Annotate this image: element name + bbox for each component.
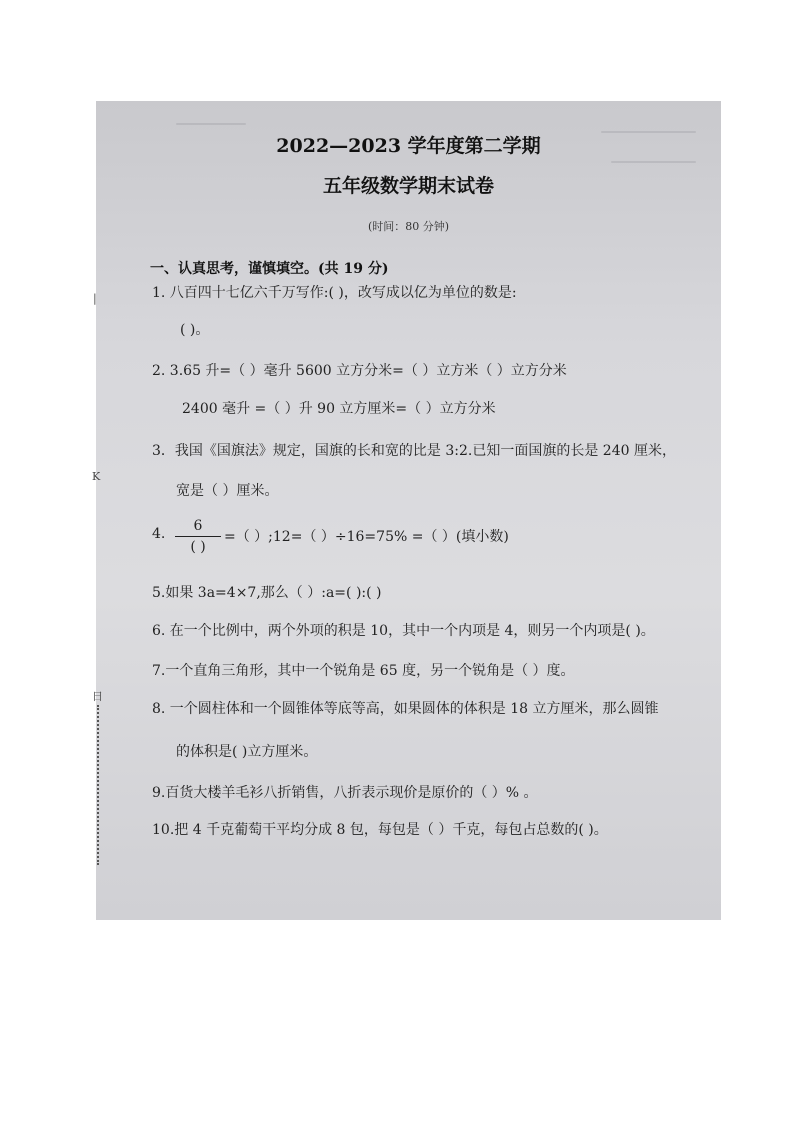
question-4-rest: =（ ）;12=（ ）÷16=75% =（ ）(填小数) bbox=[224, 529, 509, 545]
question-3-line-1: 3．我国《国旗法》规定，国旗的长和宽的比是 3:2.已知一面国旗的长是 240 厘米， bbox=[152, 443, 676, 459]
exam-time: (时间：80 分钟) bbox=[367, 220, 450, 233]
question-6: 6. 在一个比例中，两个外项的积是 10，其中一个内项是 4，则另一个内项是( )。 bbox=[152, 623, 655, 639]
exam-subtitle: 五年级数学期末试卷 bbox=[322, 175, 494, 197]
section-heading: 一、认真思考，谨慎填空。(共 19 分) bbox=[150, 261, 389, 277]
question-10: 10.把 4 千克葡萄干平均分成 8 包，每包是（ ）千克，每包占总数的( )。 bbox=[152, 822, 608, 838]
question-5: 5.如果 3a=4×7,那么（ ）:a=( ):( ) bbox=[152, 585, 382, 601]
question-8-line-2: 的体积是( )立方厘米。 bbox=[176, 744, 318, 760]
margin-mark: | bbox=[93, 292, 97, 305]
question-1-line-2: ( )。 bbox=[180, 322, 210, 338]
margin-mark: 日 bbox=[92, 690, 103, 703]
question-4-fraction bbox=[175, 517, 221, 555]
question-3-line-2: 宽是（ ）厘米。 bbox=[176, 483, 279, 499]
question-1-line-1: 1. 八百四十七亿六千万写作:( )，改写成以亿为单位的数是: bbox=[152, 285, 517, 301]
fraction-numerator: 6 bbox=[193, 518, 203, 534]
question-2-line-2: 2400 毫升 =（ ）升 90 立方厘米=（ ）立方分米 bbox=[182, 401, 496, 417]
question-7: 7.一个直角三角形，其中一个锐角是 65 度，另一个锐角是（ ）度。 bbox=[152, 663, 575, 679]
fraction-bar bbox=[175, 536, 221, 537]
exam-photo bbox=[96, 101, 721, 920]
question-2-line-1: 2. 3.65 升=（ ）毫升 5600 立方分米=（ ）立方米（ ）立方分米 bbox=[152, 363, 567, 379]
question-9: 9.百货大楼羊毛衫八折销售，八折表示现价是原价的（ ）% 。 bbox=[152, 785, 538, 801]
exam-sheet bbox=[96, 101, 721, 920]
question-4-number: 4. bbox=[152, 526, 166, 542]
fraction-denominator: ( ) bbox=[190, 539, 206, 555]
exam-title: 2022—2023 学年度第二学期 bbox=[276, 135, 541, 157]
binding-dotted-line bbox=[97, 705, 99, 865]
margin-mark: K bbox=[92, 470, 101, 483]
question-8-line-1: 8. 一个圆柱体和一个圆锥体等底等高，如果圆体的体积是 18 立方厘米，那么圆锥 bbox=[152, 701, 659, 717]
